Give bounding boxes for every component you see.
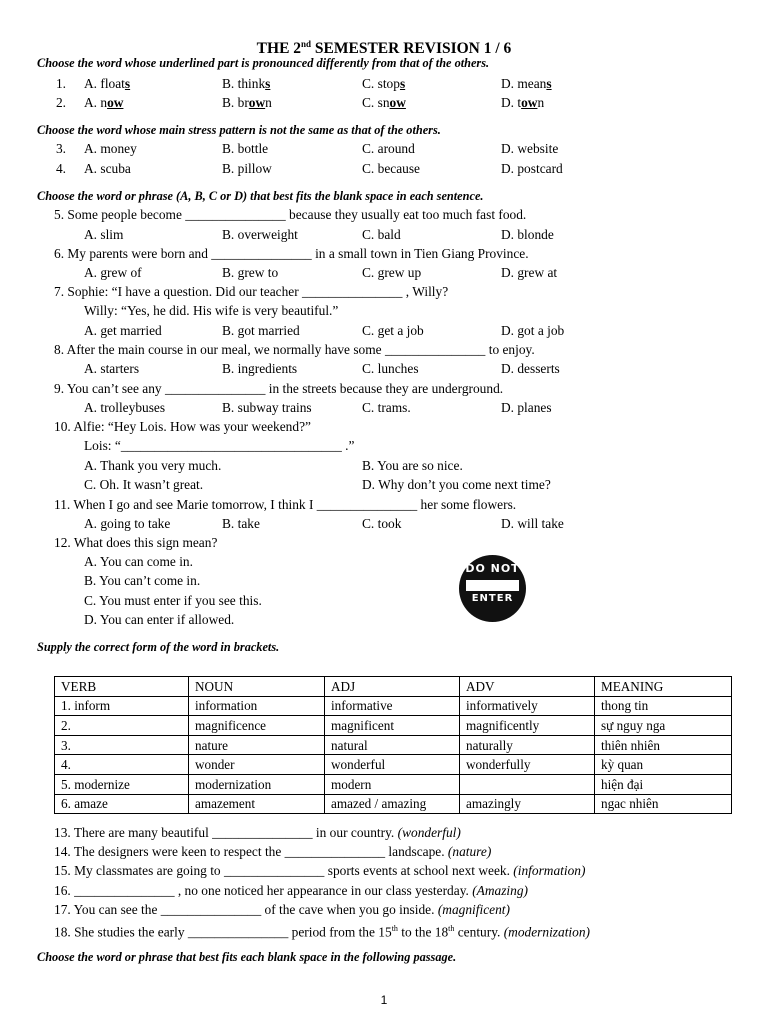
sign-bottom-text: ENTER	[471, 593, 514, 604]
option: A. slim	[84, 227, 124, 242]
table-row	[55, 696, 732, 716]
instruction-blank: Choose the word or phrase (A, B, C or D) that best fits the blank space in each sentence.	[37, 189, 484, 203]
page-number: 1	[380, 993, 388, 1007]
option: D. planes	[501, 400, 552, 415]
option: B. overweight	[222, 227, 298, 242]
option: A. grew of	[84, 265, 142, 280]
option: B. grew to	[222, 265, 279, 280]
table-cell	[460, 774, 595, 794]
question-number: 2.	[55, 95, 66, 110]
table-cell: 6. amaze	[55, 794, 189, 814]
option: A. now	[84, 95, 124, 110]
table-row	[55, 755, 732, 775]
table-cell: 1. inform	[55, 696, 189, 716]
option: C. because	[362, 161, 421, 176]
table-cell: ngac nhiên	[595, 794, 732, 814]
question-text: 6. My parents were born and _______________ in a small town in Tien Giang Province.	[54, 246, 529, 261]
option: A. starters	[84, 361, 140, 376]
table-cell: magnificently	[460, 716, 595, 736]
option: D. means	[501, 76, 552, 91]
option: B. thinks	[222, 76, 271, 91]
option: A. You can come in.	[84, 554, 193, 569]
option: C. trams.	[362, 400, 411, 415]
option: B. brown	[222, 95, 272, 110]
question-text: 7. Sophie: “I have a question. Did our teacher _______________ , Willy?	[54, 284, 449, 299]
table-cell: magnificent	[325, 716, 460, 736]
option: C. get a job	[362, 323, 424, 338]
option: A. get married	[84, 323, 162, 338]
table-cell: 4.	[55, 755, 189, 775]
option: C. bald	[362, 227, 401, 242]
option: C. took	[362, 516, 402, 531]
table-cell: wonderful	[325, 755, 460, 775]
table-header: MEANING	[595, 677, 732, 697]
instruction-wordform: Supply the correct form of the word in brackets.	[37, 640, 280, 654]
option: B. You are so nice.	[362, 458, 463, 473]
option: C. snow	[362, 95, 406, 110]
table-header: VERB	[55, 677, 189, 697]
option: A. Thank you very much.	[84, 458, 222, 473]
table-cell: thong tin	[595, 696, 732, 716]
instruction-stress: Choose the word whose main stress pattern is not the same as that of the others.	[37, 123, 441, 137]
question-text: 15. My classmates are going to _______________ sports events at school next week. (information)	[54, 863, 586, 878]
option: C. around	[362, 141, 415, 156]
option: C. lunches	[362, 361, 419, 376]
table-cell: nature	[189, 735, 325, 755]
table-cell: naturally	[460, 735, 595, 755]
question-text: 8. After the main course in our meal, we normally have some _______________ to enjoy.	[54, 342, 535, 357]
question-text: 11. When I go and see Marie tomorrow, I think I _______________ her some flowers.	[54, 497, 517, 512]
question-text: 16. _______________ , no one noticed her appearance in our class yesterday. (Amazing)	[54, 883, 529, 898]
option: D. desserts	[501, 361, 560, 376]
option: B. bottle	[222, 141, 269, 156]
table-cell: informatively	[460, 696, 595, 716]
option: B. take	[222, 516, 260, 531]
question-text: 18. She studies the early _______________ period from the 15th to the 18th century. (modernization)	[54, 924, 591, 940]
table-cell: modern	[325, 774, 460, 794]
option: D. You can enter if allowed.	[84, 612, 235, 627]
table-cell: amazement	[189, 794, 325, 814]
table-cell: natural	[325, 735, 460, 755]
sign-bar	[466, 580, 519, 591]
option: C. You must enter if you see this.	[84, 593, 262, 608]
question-text: 5. Some people become _______________ because they usually eat too much fast food.	[54, 207, 527, 222]
table-header: ADV	[460, 677, 595, 697]
option: A. going to take	[84, 516, 171, 531]
word-form-table	[54, 676, 732, 814]
question-text: 17. You can see the _______________ of the cave when you go inside. (magnificent)	[54, 902, 510, 917]
table-header-row	[55, 677, 732, 697]
question-text: Lois: “_________________________________ .”	[84, 438, 355, 453]
table-cell: kỳ quan	[595, 755, 732, 775]
table-row	[55, 774, 732, 794]
question-number: 4.	[55, 161, 66, 176]
table-cell: 5. modernize	[55, 774, 189, 794]
do-not-enter-sign-icon	[459, 555, 526, 622]
option: B. got married	[222, 323, 300, 338]
table-cell: wonder	[189, 755, 325, 775]
question-text: 14. The designers were keen to respect the _______________ landscape. (nature)	[54, 844, 492, 859]
option: D. got a job	[501, 323, 565, 338]
option: C. Oh. It wasn’t great.	[84, 477, 204, 492]
option: A. money	[84, 141, 137, 156]
table-cell: magnificence	[189, 716, 325, 736]
table-cell: thiên nhiên	[595, 735, 732, 755]
option: A. scuba	[84, 161, 131, 176]
question-number: 3.	[55, 141, 66, 156]
option: D. blonde	[501, 227, 554, 242]
option: B. You can’t come in.	[84, 573, 201, 588]
table-header: NOUN	[189, 677, 325, 697]
option: A. trolleybuses	[84, 400, 166, 415]
option: C. stops	[362, 76, 406, 91]
question-number: 1.	[55, 76, 66, 91]
table-cell: information	[189, 696, 325, 716]
question-text: 10. Alfie: “Hey Lois. How was your weekend?”	[54, 419, 311, 434]
question-text: 13. There are many beautiful _______________ in our country. (wonderful)	[54, 825, 461, 840]
table-cell: wonderfully	[460, 755, 595, 775]
table-cell: 2.	[55, 716, 189, 736]
option: D. will take	[501, 516, 564, 531]
option: D. Why don’t you come next time?	[362, 477, 551, 492]
table-cell: modernization	[189, 774, 325, 794]
sign-top-text: DO NOT	[465, 562, 520, 575]
option: B. pillow	[222, 161, 272, 176]
page-title: THE 2nd SEMESTER REVISION 1 / 6	[256, 39, 512, 58]
option: B. subway trains	[222, 400, 312, 415]
option: A. floats	[84, 76, 131, 91]
option: D. grew at	[501, 265, 558, 280]
table-row	[55, 735, 732, 755]
option: D. postcard	[501, 161, 563, 176]
table-cell: amazed / amazing	[325, 794, 460, 814]
option: B. ingredients	[222, 361, 298, 376]
question-text: Willy: “Yes, he did. His wife is very beautiful.”	[84, 303, 339, 318]
question-text: 9. You can’t see any _______________ in the streets because they are underground.	[54, 381, 504, 396]
table-header: ADJ	[325, 677, 460, 697]
question-text: 12. What does this sign mean?	[54, 535, 218, 550]
table-cell: sự nguy nga	[595, 716, 732, 736]
instruction-pronunciation: Choose the word whose underlined part is pronounced differently from that of the others.	[37, 56, 490, 70]
option: D. town	[501, 95, 545, 110]
instruction-passage: Choose the word or phrase that best fits each blank space in the following passage.	[37, 950, 457, 964]
table-cell: amazingly	[460, 794, 595, 814]
table-cell: 3.	[55, 735, 189, 755]
option: C. grew up	[362, 265, 422, 280]
table-cell: hiện đại	[595, 774, 732, 794]
option: D. website	[501, 141, 559, 156]
table-row	[55, 794, 732, 814]
table-cell: informative	[325, 696, 460, 716]
table-row	[55, 716, 732, 736]
